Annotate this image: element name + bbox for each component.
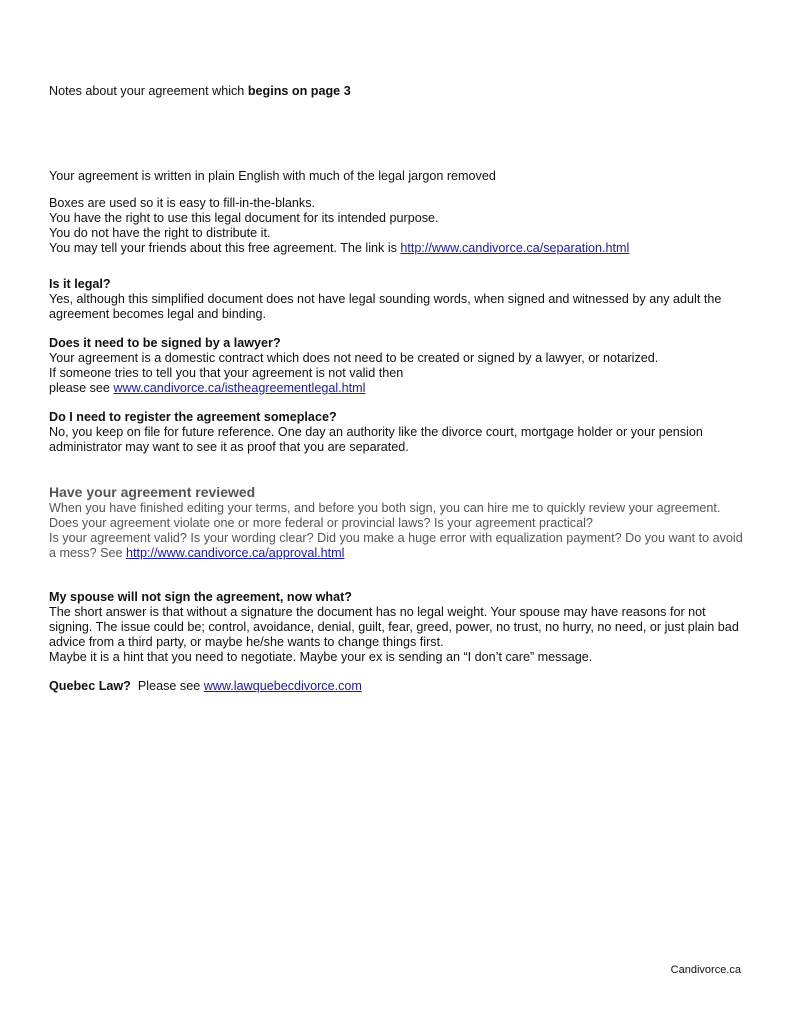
intro-text: Notes about your agreement which	[49, 84, 248, 98]
istheagreementlegal-link[interactable]: www.candivorce.ca/istheagreementlegal.html	[113, 381, 366, 395]
register-heading: Do I need to register the agreement someplace?	[49, 410, 337, 424]
rights-line-4	[49, 241, 749, 256]
footer-site-name: Candivorce.ca	[670, 964, 741, 976]
lawyer-line-3	[49, 381, 749, 396]
reviewed-line-1: When you have finished editing your terms, and before you both sign, you can hire me to quickly review your agreement.	[49, 501, 721, 515]
lawyer-line-3-text: please see	[49, 381, 114, 395]
reviewed-line-3	[49, 531, 749, 561]
lawquebecdivorce-link[interactable]: www.lawquebecdivorce.com	[203, 679, 362, 693]
quebec-text: Please see	[130, 679, 204, 693]
quebec-line	[49, 679, 749, 694]
rights-line-2: You have the right to use this legal document for its intended purpose.	[49, 211, 439, 225]
register-section	[49, 410, 749, 455]
is-legal-body: Yes, although this simplified document does not have legal sounding words, when signed and witnessed by any adult the agreement becomes legal and binding.	[49, 292, 722, 321]
reviewed-line-3-text: Is your agreement valid? Is your wording clear? Did you make a huge error with equalization payment? Do you want to avoid a mess? See	[49, 531, 743, 560]
is-legal-heading: Is it legal?	[49, 277, 111, 291]
reviewed-heading: Have your agreement reviewed	[49, 484, 256, 500]
rights-line-1: Boxes are used so it is easy to fill-in-the-blanks.	[49, 196, 315, 210]
reviewed-line-2: Does your agreement violate one or more federal or provincial laws? Is your agreement practical?	[49, 516, 593, 530]
intro-line	[49, 84, 749, 99]
rights-line-4-text: You may tell your friends about this free agreement. The link is	[49, 241, 401, 255]
approval-link[interactable]: http://www.candivorce.ca/approval.html	[126, 546, 345, 560]
lawyer-heading: Does it need to be signed by a lawyer?	[49, 336, 281, 350]
rights-block	[49, 196, 749, 256]
plain-english-line: Your agreement is written in plain English with much of the legal jargon removed	[49, 169, 496, 183]
lawyer-line-2: If someone tries to tell you that your agreement is not valid then	[49, 366, 404, 380]
register-body: No, you keep on file for future reference. One day an authority like the divorce court, mortgage holder or your pension administrator may want to see it as proof that you are separated.	[49, 425, 703, 454]
lawyer-line-1: Your agreement is a domestic contract which does not need to be created or signed by a lawyer, or notarized.	[49, 351, 659, 365]
intro-bold: begins on page 3	[247, 84, 351, 98]
spouse-body: The short answer is that without a signature the document has no legal weight. Your spouse may have reasons for not signing. The issue could be; control, avoidance, denial, guilt, fear, greed, power, no trust, no hurry, no need, or just plain bad advice from a third party, or maybe he/she wants to change things first.	[49, 605, 739, 649]
quebec-bold: Quebec Law?	[49, 679, 131, 693]
lawyer-section	[49, 336, 749, 396]
spouse-section	[49, 590, 749, 665]
is-legal-section	[49, 277, 749, 322]
rights-line-3: You do not have the right to distribute it.	[49, 226, 271, 240]
separation-link[interactable]: http://www.candivorce.ca/separation.html	[400, 241, 630, 255]
reviewed-section	[49, 484, 749, 561]
spouse-heading: My spouse will not sign the agreement, now what?	[49, 590, 352, 604]
spouse-line-2: Maybe it is a hint that you need to negotiate. Maybe your ex is sending an “I don’t care” message.	[49, 650, 593, 664]
